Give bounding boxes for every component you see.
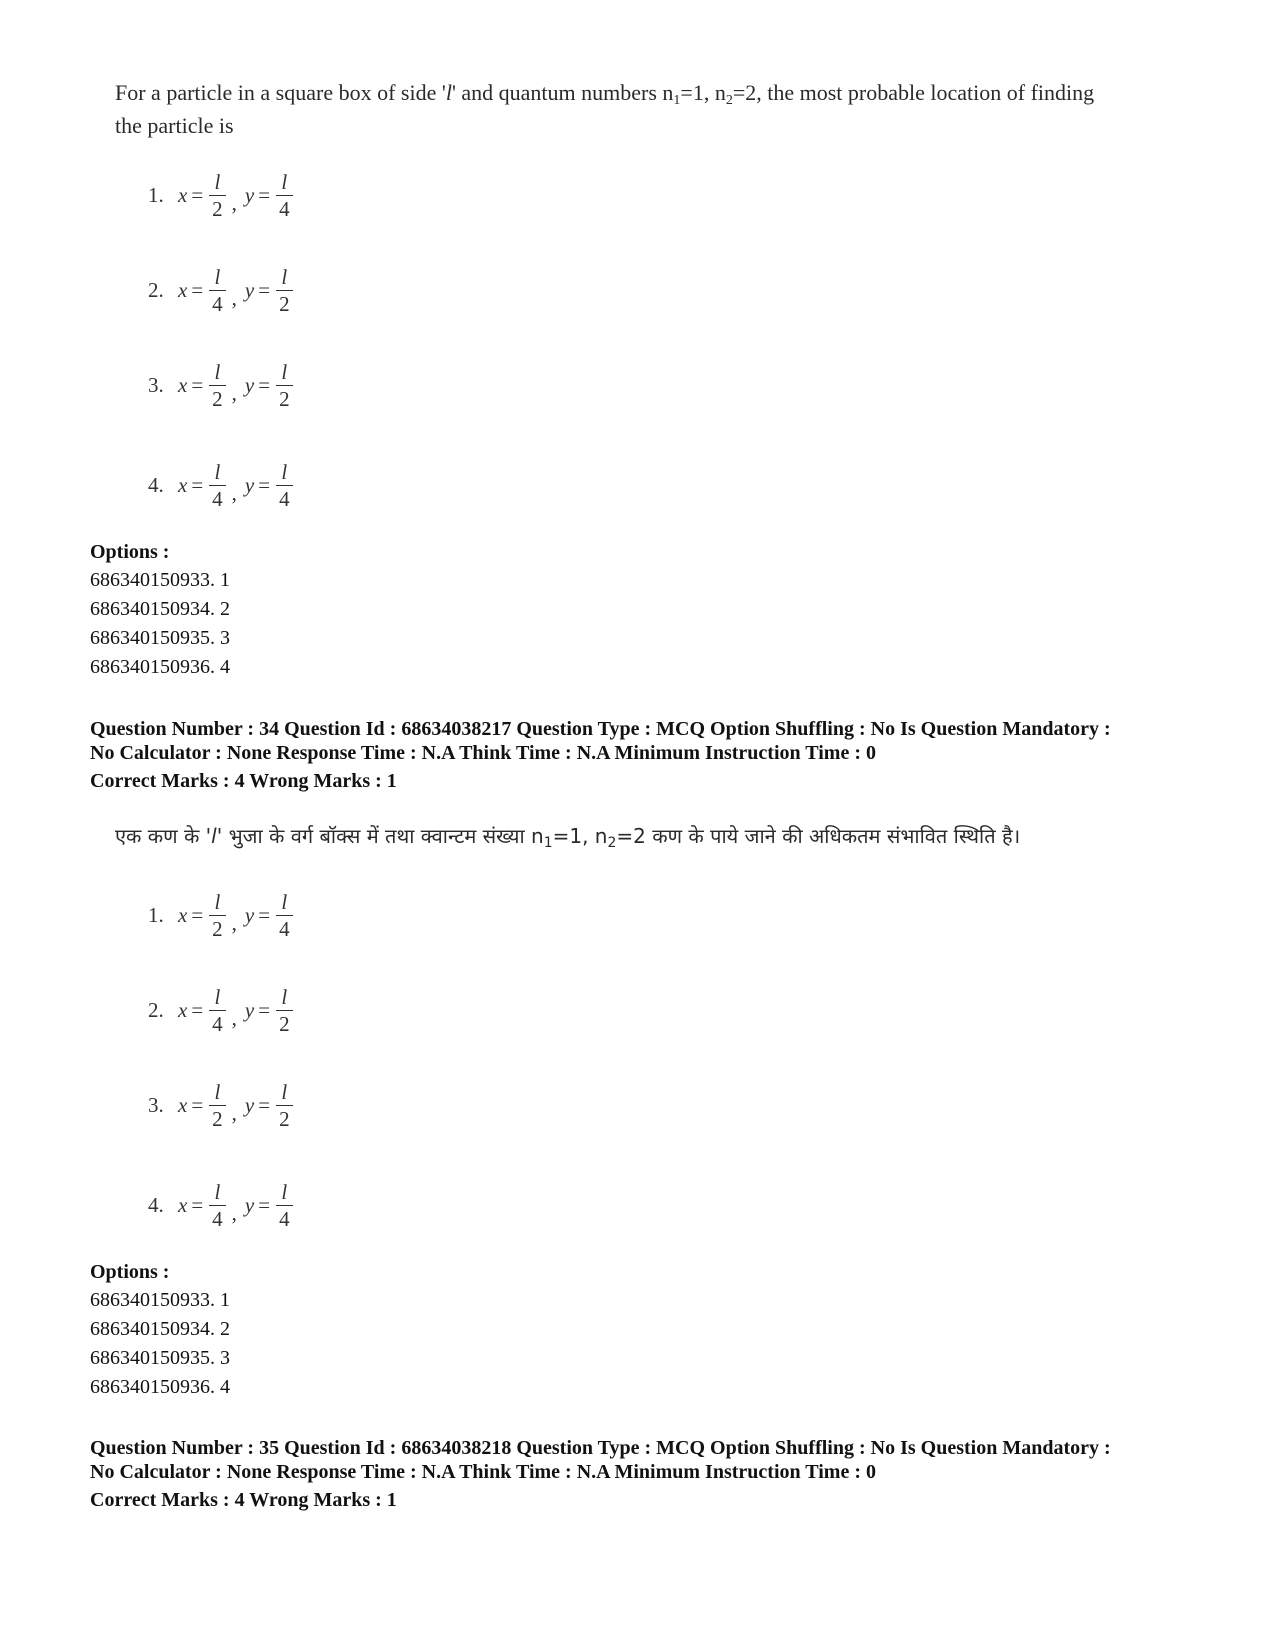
numerator: l	[214, 169, 221, 194]
numerator: l	[281, 1179, 288, 1204]
numerator: l	[281, 1079, 288, 1104]
math-eq: =	[191, 182, 204, 207]
question-text-part: =1, n	[552, 824, 608, 848]
choice-number: 1.	[148, 902, 164, 927]
denominator: 2	[279, 291, 290, 316]
math-comma: ,	[231, 381, 237, 405]
fraction	[276, 1179, 293, 1232]
fraction	[276, 984, 293, 1037]
math-var: y	[244, 182, 255, 207]
math-var: y	[244, 1092, 255, 1117]
math-eq: =	[191, 372, 204, 397]
options-label: Options :	[90, 1261, 170, 1283]
fraction	[209, 1079, 226, 1132]
math-eq: =	[258, 1192, 271, 1217]
options-label: Options :	[90, 541, 170, 563]
option-id: 686340150933. 1	[90, 1289, 230, 1311]
numerator: l	[281, 359, 288, 384]
math-eq: =	[191, 902, 204, 927]
meta-line: Correct Marks : 4 Wrong Marks : 1	[90, 770, 397, 792]
meta-line: Correct Marks : 4 Wrong Marks : 1	[90, 1489, 397, 1511]
math-comma: ,	[231, 191, 237, 215]
numerator: l	[281, 169, 288, 194]
answer-choice	[148, 975, 295, 1045]
denominator: 2	[212, 1106, 223, 1131]
fraction	[209, 169, 226, 222]
answer-choice	[148, 1170, 295, 1240]
math-var: x	[178, 1092, 188, 1117]
math-comma: ,	[231, 481, 237, 505]
numerator: l	[281, 889, 288, 914]
math-var: y	[244, 372, 255, 397]
question-meta-34	[90, 717, 1210, 793]
fraction	[209, 1179, 226, 1232]
question-text-part: For a particle in a square box of side '	[115, 80, 446, 105]
question-text-english	[115, 76, 1125, 142]
choice-number: 2.	[148, 997, 164, 1022]
choice-number: 4.	[148, 1192, 164, 1217]
fraction	[276, 264, 293, 317]
numerator: l	[281, 459, 288, 484]
fraction	[209, 264, 226, 317]
math-eq: =	[191, 472, 204, 497]
answer-choice	[148, 255, 295, 325]
fraction	[276, 1079, 293, 1132]
math-var: y	[244, 1192, 255, 1217]
option-id: 686340150934. 2	[90, 1318, 230, 1340]
numerator: l	[281, 984, 288, 1009]
denominator: 4	[212, 486, 223, 511]
denominator: 2	[212, 196, 223, 221]
variable-l: l	[445, 80, 452, 105]
numerator: l	[214, 1179, 221, 1204]
fraction	[276, 459, 293, 512]
answer-choice	[148, 1070, 295, 1140]
denominator: 2	[212, 916, 223, 941]
math-eq: =	[258, 1092, 271, 1117]
math-var: y	[244, 277, 255, 302]
math-var: y	[244, 902, 255, 927]
math-var: x	[178, 277, 188, 302]
denominator: 4	[212, 291, 223, 316]
math-comma: ,	[231, 1101, 237, 1125]
question-meta-35	[90, 1436, 1210, 1512]
option-id: 686340150936. 4	[90, 656, 230, 678]
option-id: 686340150933. 1	[90, 569, 230, 591]
meta-line: No Calculator : None Response Time : N.A Think Time : N.A Minimum Instruction Time : 0	[90, 742, 876, 764]
options-block-q33	[90, 538, 230, 682]
math-var: x	[178, 902, 188, 927]
fraction	[276, 359, 293, 412]
question-text-part: ' and quantum numbers n	[451, 80, 674, 105]
fraction	[209, 359, 226, 412]
math-eq: =	[258, 997, 271, 1022]
option-id: 686340150935. 3	[90, 1347, 230, 1369]
denominator: 4	[212, 1206, 223, 1231]
options-block-q34	[90, 1258, 230, 1402]
math-var: y	[244, 472, 255, 497]
question-text-part: ' भुजा के वर्ग बॉक्स में तथा क्वान्टम संख्या n	[216, 824, 544, 848]
math-comma: ,	[231, 1006, 237, 1030]
denominator: 2	[279, 1106, 290, 1131]
meta-line: No Calculator : None Response Time : N.A Think Time : N.A Minimum Instruction Time : 0	[90, 1461, 876, 1483]
choice-number: 2.	[148, 277, 164, 302]
subscript: 1	[543, 835, 553, 851]
question-text-part: एक कण के '	[115, 824, 212, 848]
math-eq: =	[258, 182, 271, 207]
answer-choice	[148, 350, 295, 420]
math-var: y	[244, 997, 255, 1022]
question-text-part: =2, the most probable location of finding the particle is	[115, 80, 1095, 138]
answer-choice	[148, 880, 295, 950]
numerator: l	[214, 459, 221, 484]
denominator: 4	[279, 916, 290, 941]
fraction	[276, 889, 293, 942]
math-var: x	[178, 182, 188, 207]
math-var: x	[178, 472, 188, 497]
denominator: 4	[279, 196, 290, 221]
option-id: 686340150936. 4	[90, 1376, 230, 1398]
math-comma: ,	[231, 911, 237, 935]
math-eq: =	[191, 997, 204, 1022]
denominator: 4	[212, 1011, 223, 1036]
math-comma: ,	[231, 286, 237, 310]
meta-line: Question Number : 34 Question Id : 68634038217 Question Type : MCQ Option Shuffling : No Is Question Mandatory :	[90, 718, 1111, 740]
fraction	[209, 459, 226, 512]
denominator: 2	[279, 386, 290, 411]
choice-number: 3.	[148, 1092, 164, 1117]
math-eq: =	[191, 1092, 204, 1117]
math-eq: =	[258, 472, 271, 497]
question-text-part: =1, n	[680, 80, 726, 105]
question-text-hindi	[115, 820, 1215, 853]
subscript: 2	[607, 835, 617, 851]
denominator: 2	[279, 1011, 290, 1036]
answer-choice	[148, 450, 295, 520]
answer-choice	[148, 160, 295, 230]
denominator: 4	[279, 486, 290, 511]
math-eq: =	[258, 902, 271, 927]
fraction	[209, 984, 226, 1037]
fraction	[276, 169, 293, 222]
math-comma: ,	[231, 1201, 237, 1225]
numerator: l	[214, 359, 221, 384]
choice-number: 3.	[148, 372, 164, 397]
denominator: 4	[279, 1206, 290, 1231]
option-id: 686340150935. 3	[90, 627, 230, 649]
math-var: x	[178, 372, 188, 397]
math-var: x	[178, 997, 188, 1022]
math-eq: =	[191, 277, 204, 302]
math-var: x	[178, 1192, 188, 1217]
numerator: l	[214, 889, 221, 914]
option-id: 686340150934. 2	[90, 598, 230, 620]
math-eq: =	[258, 372, 271, 397]
subscript: 2	[725, 93, 733, 108]
denominator: 2	[212, 386, 223, 411]
numerator: l	[214, 984, 221, 1009]
math-eq: =	[258, 277, 271, 302]
choice-number: 4.	[148, 472, 164, 497]
math-eq: =	[191, 1192, 204, 1217]
numerator: l	[281, 264, 288, 289]
meta-line: Question Number : 35 Question Id : 68634038218 Question Type : MCQ Option Shuffling : No Is Question Mandatory :	[90, 1437, 1111, 1459]
question-text-part: =2 कण के पाये जाने की अधिकतम संभावित स्थिति है।	[616, 824, 1021, 848]
variable-l: l	[211, 824, 217, 848]
choice-number: 1.	[148, 182, 164, 207]
subscript: 1	[673, 93, 681, 108]
numerator: l	[214, 264, 221, 289]
fraction	[209, 889, 226, 942]
numerator: l	[214, 1079, 221, 1104]
